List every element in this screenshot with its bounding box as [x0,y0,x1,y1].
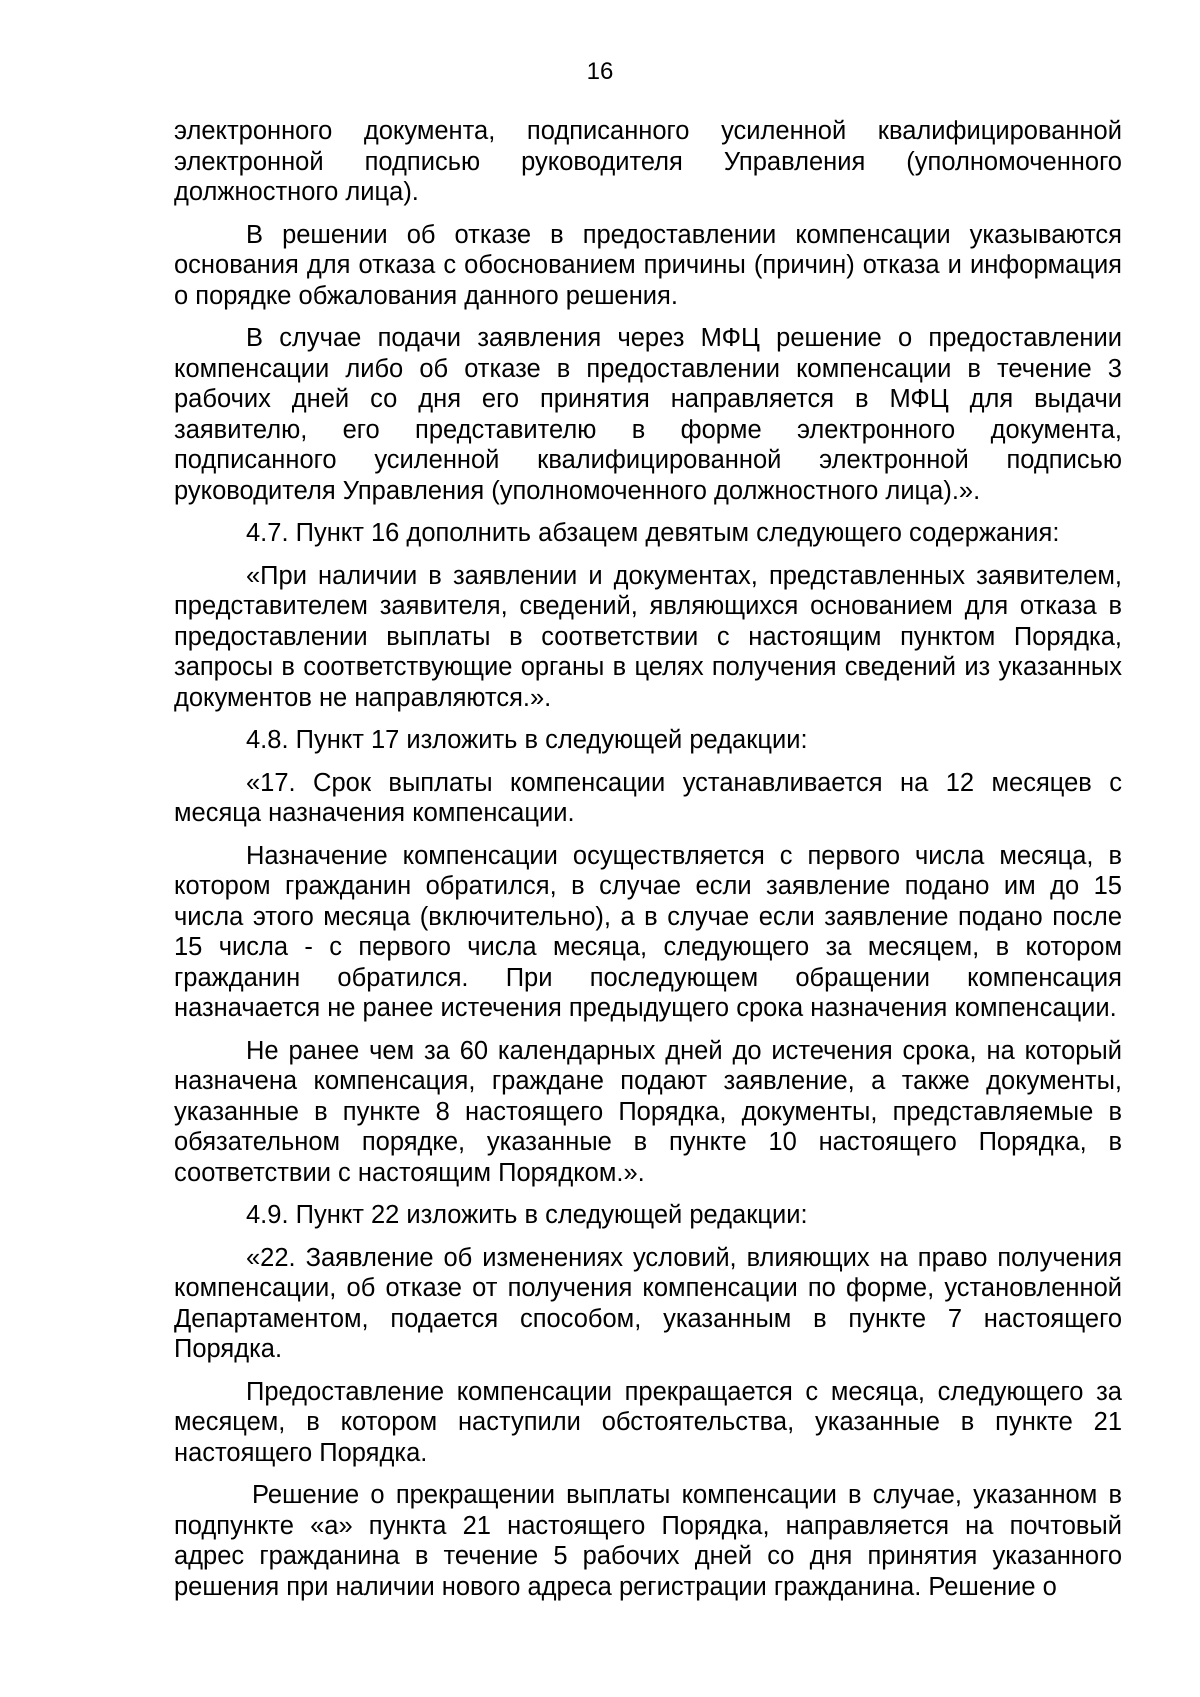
paragraph-7: «17. Срок выплаты компенсации устанавливается на 12 месяцев с месяца назначения компенсации. [174,768,1122,827]
document-body [174,116,1122,1614]
paragraph-12: Предоставление компенсации прекращается с месяца, следующего за месяцем, в котором наступили обстоятельства, указанные в пункте 21 настоящего Порядка. [174,1377,1122,1467]
paragraph-10: 4.9. Пункт 22 изложить в следующей редакции: [246,1201,808,1229]
paragraph-2: В решении об отказе в предоставлении компенсации указываются основания для отказа с обоснованием причины (причин) отказа и информация о порядке обжалования данного решения. [174,220,1122,310]
paragraph-9: Не ранее чем за 60 календарных дней до истечения срока, на который назначена компенсация, граждане подают заявление, а также документы, указанные в пункте 8 настоящего Порядка, документы, представляемые в обязательном порядке, указанные в пункте 10 настоящего Порядка, в соответствии с настоящим Порядком.». [174,1036,1122,1187]
paragraph-8: Назначение компенсации осуществляется с первого числа месяца, в котором гражданин обратился, в случае если заявление подано им до 15 числа этого месяца (включительно), а в случае если заявление подано после 15 числа - с первого числа месяца, следующего за месяцем, в котором гражданин обратился. При последующем обращении компенсация назначается не ранее истечения предыдущего срока назначения компенсации. [174,841,1122,1022]
paragraph-3: В случае подачи заявления через МФЦ решение о предоставлении компенсации либо об отказе в предоставлении компенсации в течение 3 рабочих дней со дня его принятия направляется в МФЦ для выдачи заявителю, его представителю в форме электронного документа, подписанного усиленной квалифицированной электронной подписью руководителя Управления (уполномоченного должностного лица).». [174,324,1122,505]
paragraph-6: 4.8. Пункт 17 изложить в следующей редакции: [246,726,808,754]
paragraph-13: Решение о прекращении выплаты компенсации в случае, указанном в подпункте «а» пункта 21 настоящего Порядка, направляется на почтовый адрес гражданина в течение 5 рабочих дней со дня принятия указанного решения при наличии нового адреса регистрации гражданина. Решение о [174,1481,1122,1601]
page-number: 16 [586,58,614,85]
paragraph-4: 4.7. Пункт 16 дополнить абзацем девятым следующего содержания: [246,519,1060,547]
paragraph-5: «При наличии в заявлении и документах, представленных заявителем, представителем заявителя, сведений, являющихся основанием для отказа в предоставлении выплаты в соответствии с настоящим пунктом Порядка, запросы в соответствующие органы в целях получения сведений из указанных документов не направляются.». [174,561,1122,712]
paragraph-11: «22. Заявление об изменениях условий, влияющих на право получения компенсации, об отказе от получения компенсации по форме, установленной Департаментом, подается способом, указанным в пункте 7 настоящего Порядка. [174,1243,1122,1363]
paragraph-1: электронного документа, подписанного усиленной квалифицированной электронной подписью руководителя Управления (уполномоченного должностного лица). [174,117,1122,206]
